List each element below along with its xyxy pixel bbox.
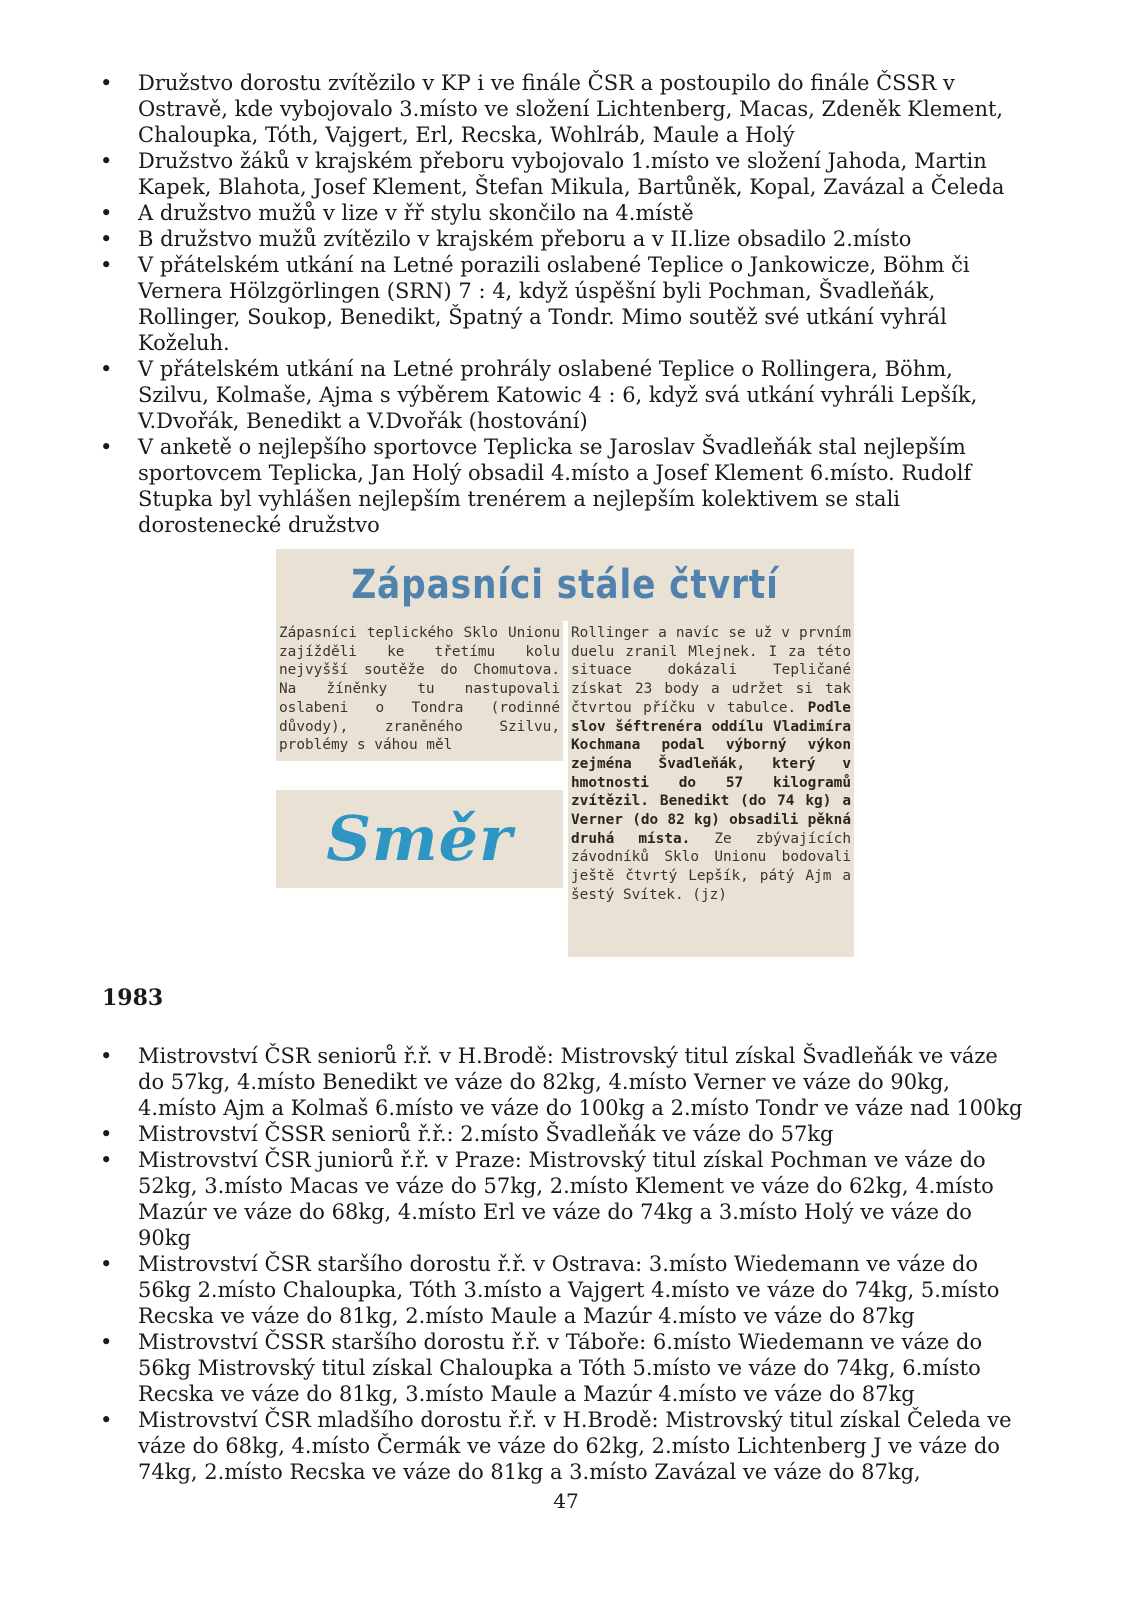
page-number: 47 bbox=[553, 1489, 579, 1513]
newspaper-clipping-left-column bbox=[276, 621, 563, 761]
list-item: • Mistrovství ČSR juniorů ř.ř. v Praze: Mistrovský titul získal Pochman ve váze do 52kg, 3.místo Macas ve váze do 57kg, 2.místo Klement ve váze do 62kg, 4.místo Mazúr ve váze do 68kg, 4.místo Erl ve váze do 74kg a 3.místo Holý ve váze do 90kg bbox=[100, 1147, 1030, 1251]
list-item: • Mistrovství ČSR seniorů ř.ř. v H.Brodě: Mistrovský titul získal Švadleňák ve váze do 57kg, 4.místo Benedikt ve váze do 82kg, 4.místo Verner ve váze do 90kg, 4.místo Ajm a Kolmaš 6.místo ve váze do 100kg a 2.místo Tondr ve váze nad 100kg bbox=[100, 1043, 1030, 1121]
list-item: • B družstvo mužů zvítězilo v krajském přeboru a v II.lize obsadilo 2.místo bbox=[100, 226, 1030, 252]
results-list-1982 bbox=[100, 70, 1030, 538]
list-item: • Mistrovství ČSR mladšího dorostu ř.ř. v H.Brodě: Mistrovský titul získal Čeleda ve váze do 68kg, 4.místo Čermák ve váze do 62kg, 2.místo Lichtenberg J ve váze do 74kg, 2.místo Recska ve váze do 81kg a 3.místo Zavázal ve váze do 87kg, bbox=[100, 1407, 1030, 1485]
results-list-1983 bbox=[100, 1043, 1030, 1485]
newspaper-logo-text: Směr bbox=[326, 802, 513, 875]
list-item: • V přátelském utkání na Letné porazili oslabené Teplice o Jankowicze, Böhm či Vernera Hölzgörlingen (SRN) 7 : 4, když úspěšní byli Pochman, Švadleňák, Rollinger, Soukop, Benedikt, Špatný a Tondr. Mimo soutěž své utkání vyhrál Koželuh. bbox=[100, 252, 1030, 356]
clipping-right-text bbox=[571, 624, 851, 905]
newspaper-logo bbox=[276, 790, 563, 888]
list-item: • Mistrovství ČSR staršího dorostu ř.ř. v Ostrava: 3.místo Wiedemann ve váze do 56kg 2.místo Chaloupka, Tóth 3.místo a Vajgert 4.místo ve váze do 74kg, 5.místo Recska ve váze do 81kg, 2.místo Maule a Mazúr 4.místo ve váze do 87kg bbox=[100, 1251, 1030, 1329]
list-item: • Družstvo žáků v krajském přeboru vybojovalo 1.místo ve složení Jahoda, Martin Kapek, Blahota, Josef Klement, Štefan Mikula, Bartůněk, Kopal, Zavázal a Čeleda bbox=[100, 148, 1030, 200]
list-item: • A družstvo mužů v lize v řř stylu skončilo na 4.místě bbox=[100, 200, 1030, 226]
list-item: • V anketě o nejlepšího sportovce Teplicka se Jaroslav Švadleňák stal nejlepším sportovcem Teplicka, Jan Holý obsadil 4.místo a Josef Klement 6.místo. Rudolf Stupka byl vyhlášen nejlepším trenérem a nejlepším kolektivem se stali dorostenecké družstvo bbox=[100, 434, 1030, 538]
list-item: • Družstvo dorostu zvítězilo v KP i ve finále ČSR a postoupilo do finále ČSSR v Ostravě, kde vybojovalo 3.místo ve složení Lichtenberg, Macas, Zdeněk Klement, Chaloupka, Tóth, Vajgert, Erl, Recska, Wohlráb, Maule a Holý bbox=[100, 70, 1030, 148]
list-item: • Mistrovství ČSSR seniorů ř.ř.: 2.místo Švadleňák ve váze do 57kg bbox=[100, 1121, 1030, 1147]
year-heading: 1983 bbox=[102, 985, 164, 1011]
clipping-left-text: Zápasníci teplického Sklo Unionu zajížděli ke třetímu kolu nejvyšší soutěže do Chomutova. Na žíněnky tu nastupovali oslabeni o Tondra (rodinné důvody), zraněného Szilvu, problémy s váhou měl bbox=[279, 625, 560, 754]
clipping-right-plain: Rollinger a navíc se už v prvním duelu zranil Mlejnek. I za této situace dokázali Tepličané získat 23 body a udržet si tak čtvrtou příčku v tabulce. bbox=[571, 625, 851, 716]
clipping-right-bold: Podle slov šéftrenéra oddílu Vladimíra Kochmana podal výborný výkon zejména Švadleňák, který v hmotnosti do 57 kilogramů zvítězil. Benedikt (do 74 kg) a Verner (do 82 kg) obsadili pěkná druhá místa. bbox=[571, 699, 851, 847]
newspaper-clipping-right-column bbox=[568, 621, 854, 957]
clipping-title: Zápasníci stále čtvrtí bbox=[351, 562, 779, 608]
list-item: • V přátelském utkání na Letné prohrály oslabené Teplice o Rollingera, Böhm, Szilvu, Kolmaše, Ajma s výběrem Katowic 4 : 6, když svá utkání vyhráli Lepšík, V.Dvořák, Benedikt a V.Dvořák (hostování) bbox=[100, 356, 1030, 434]
clipping-right-end: Ze zbývajících závodníků Sklo Unionu bodovali ještě čtvrtý Lepšík, pátý Ajm a šestý Svítek. (jz) bbox=[571, 830, 852, 903]
list-item: • Mistrovství ČSSR staršího dorostu ř.ř. v Táboře: 6.místo Wiedemann ve váze do 56kg Mistrovský titul získal Chaloupka a Tóth 5.místo ve váze do 74kg, 6.místo Recska ve váze do 81kg, 3.místo Maule a Mazúr 4.místo ve váze do 87kg bbox=[100, 1329, 1030, 1407]
newspaper-clipping-headline bbox=[276, 549, 854, 621]
